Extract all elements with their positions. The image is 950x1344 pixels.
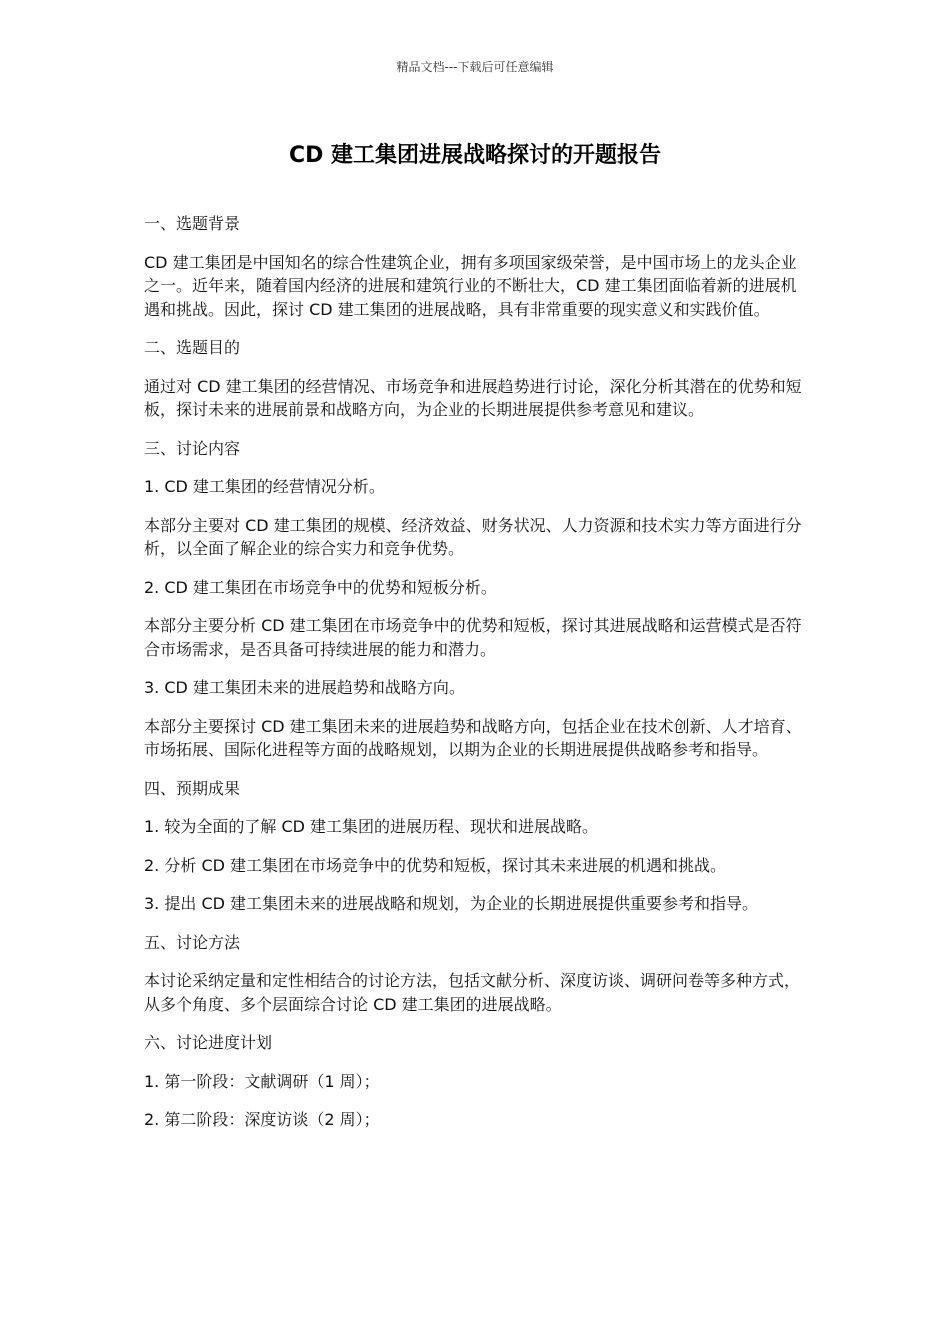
paragraph-content-2: 本部分主要分析 CD 建工集团在市场竞争中的优势和短板，探讨其进展战略和运营模式是否符合市场需求，是否具备可持续进展的能力和潜力。 xyxy=(144,616,802,659)
paragraph-methods: 本讨论采纳定量和定性相结合的讨论方法，包括文献分析、深度访谈、调研问卷等多种方式，从多个角度、多个层面综合讨论 CD 建工集团的进展战略。 xyxy=(144,971,801,1014)
list-item-outcome-2: 2. 分析 CD 建工集团在市场竞争中的优势和短板，探讨其未来进展的机遇和挑战。 xyxy=(144,855,727,875)
list-item-content-3: 3. CD 建工集团未来的进展趋势和战略方向。 xyxy=(144,678,465,697)
list-item-schedule-1: 1. 第一阶段：文献调研（1 周）； xyxy=(144,1071,380,1091)
section-heading-content: 三、讨论内容 xyxy=(144,438,241,458)
paragraph-content-3: 本部分主要探讨 CD 建工集团未来的进展趋势和战略方向，包括企业在技术创新、人才培育、市场拓展、国际化进程等方面的战略规划，以期为企业的长期进展提供战略参考和指导。 xyxy=(144,716,802,759)
document-body xyxy=(144,212,810,1147)
section-heading-methods: 五、讨论方法 xyxy=(144,932,241,952)
list-item-schedule-2: 2. 第二阶段：深度访谈（2 周）； xyxy=(144,1110,380,1129)
paragraph-content-1: 本部分主要对 CD 建工集团的规模、经济效益、财务状况、人力资源和技术实力等方面进行分析，以全面了解企业的综合实力和竞争优势。 xyxy=(144,515,802,558)
paragraph-purpose: 通过对 CD 建工集团的经营情况、市场竞争和进展趋势进行讨论，深化分析其潜在的优势和短板，探讨未来的进展前景和战略方向，为企业的长期进展提供参考意见和建议。 xyxy=(144,376,802,419)
list-item-content-2: 2. CD 建工集团在市场竞争中的优势和短板分析。 xyxy=(144,577,497,597)
paragraph-background: CD 建工集团是中国知名的综合性建筑企业，拥有多项国家级荣誉，是中国市场上的龙头企业之一。近年来，随着国内经济的进展和建筑行业的不断壮大，CD 建工集团面临着新的进展机遇和挑战。因此，探讨 CD 建工集团的进展战略，具有非常重要的现实意义和实践价值。 xyxy=(144,252,797,319)
section-heading-outcomes: 四、预期成果 xyxy=(144,778,241,798)
list-item-outcome-1: 1. 较为全面的了解 CD 建工集团的进展历程、现状和进展战略。 xyxy=(144,817,599,836)
section-heading-purpose: 二、选题目的 xyxy=(144,338,241,357)
list-item-outcome-3: 3. 提出 CD 建工集团未来的进展战略和规划，为企业的长期进展提供重要参考和指导。 xyxy=(144,894,759,913)
section-heading-schedule: 六、讨论进度计划 xyxy=(144,1033,273,1052)
list-item-content-1: 1. CD 建工集团的经营情况分析。 xyxy=(144,477,385,496)
document-title: CD 建工集团进展战略探讨的开题报告 xyxy=(288,143,662,168)
header-note: 精品文档---下载后可任意编辑 xyxy=(396,60,554,74)
section-heading-background: 一、选题背景 xyxy=(144,214,241,233)
